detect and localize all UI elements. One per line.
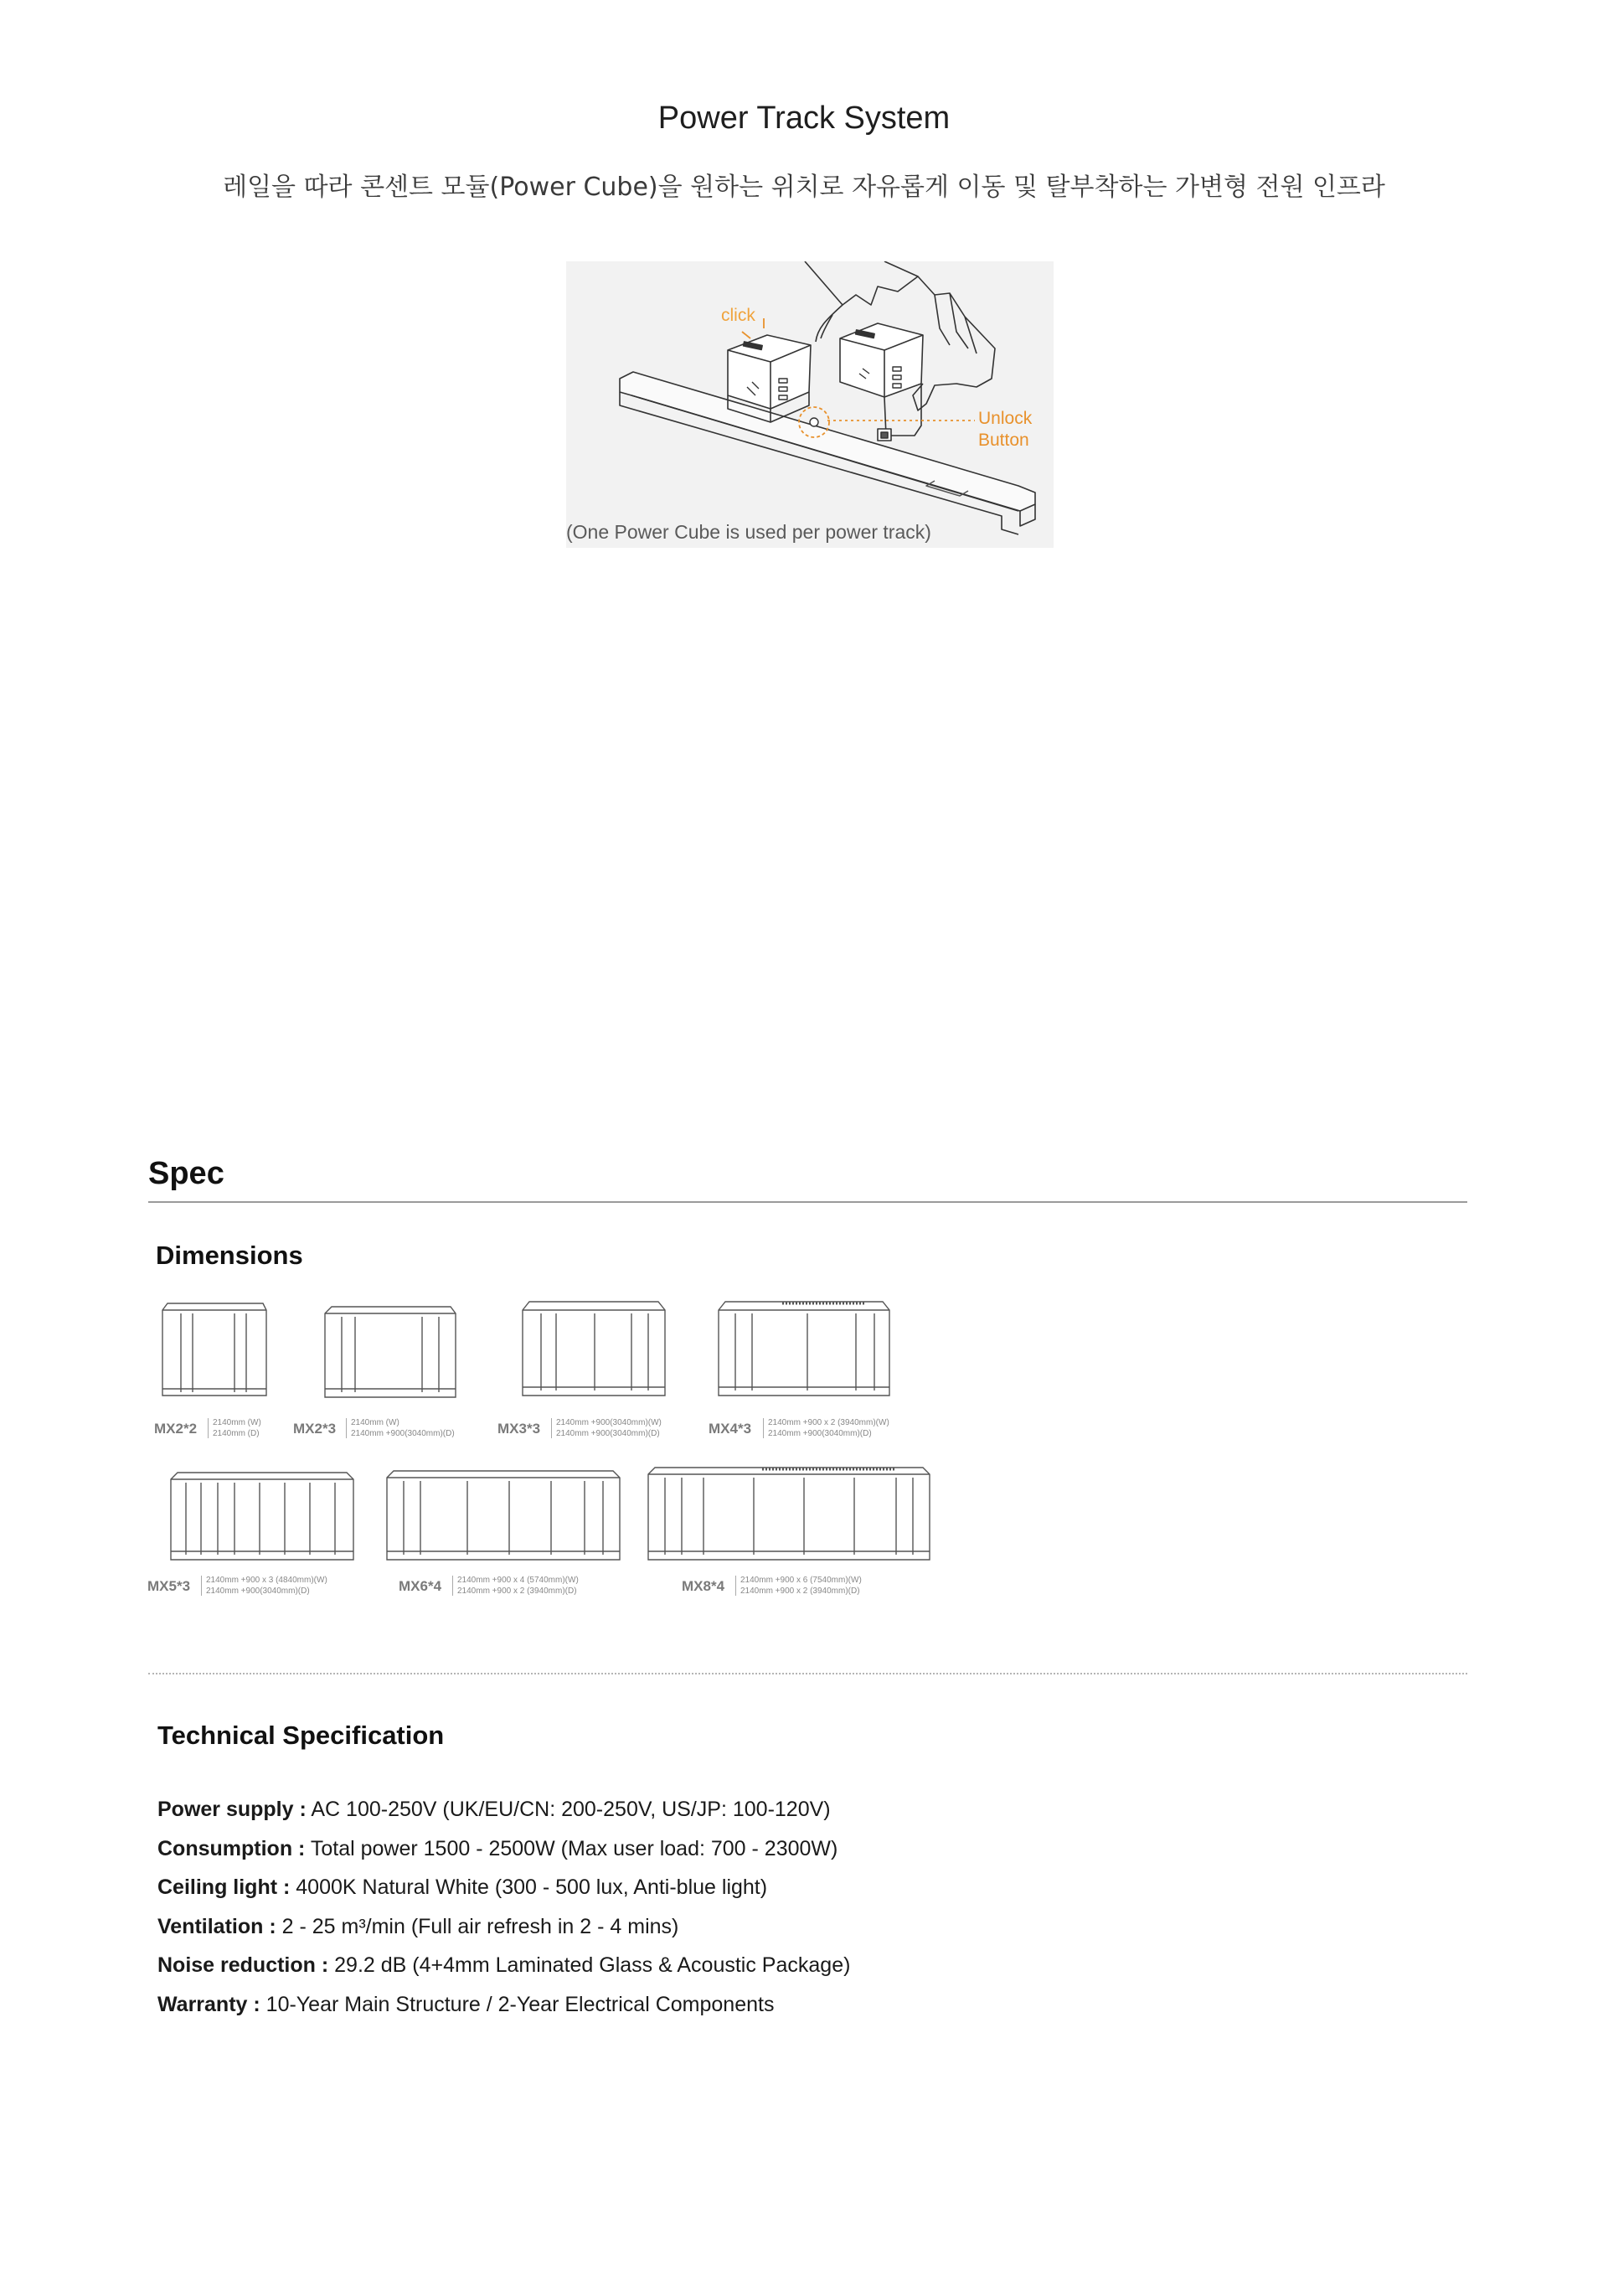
model-width: 2140mm +900 x 4 (5740mm)(W) [457, 1576, 579, 1585]
model-separator [551, 1418, 552, 1438]
model-width: 2140mm (W) [351, 1418, 399, 1427]
spec-value: AC 100-250V (UK/EU/CN: 200-250V, US/JP: 100-120V) [306, 1798, 831, 1821]
pod-drawing-mx8-4 [645, 1466, 933, 1565]
model-detail [213, 1417, 261, 1439]
section-divider [148, 1673, 1467, 1674]
model-name: MX8*4 [682, 1578, 725, 1594]
model-separator [346, 1418, 347, 1438]
technical-specification-list [157, 1798, 850, 2031]
dimensions-heading: Dimensions [156, 1241, 303, 1270]
page-subtitle: 레일을 따라 콘센트 모듈(Power Cube)을 원하는 위치로 자유롭게 이동 및 탈부착하는 가변형 전원 인프라 [223, 173, 1385, 202]
spec-value: 29.2 dB (4+4mm Laminated Glass & Acoustic Package) [328, 1953, 851, 1977]
model-depth: 2140mm +900(3040mm)(D) [768, 1429, 872, 1438]
model-name: MX4*3 [709, 1421, 752, 1437]
model-depth: 2140mm +900 x 2 (3940mm)(D) [740, 1587, 860, 1596]
power-track-illustration [566, 261, 1054, 548]
spec-key: Power supply : [157, 1798, 307, 1821]
spec-heading: Spec [148, 1156, 224, 1191]
unlock-button-label [978, 408, 1032, 451]
model-detail [457, 1575, 579, 1597]
model-detail [768, 1417, 889, 1439]
spec-item-consumption [157, 1837, 850, 1876]
model-width: 2140mm +900 x 3 (4840mm)(W) [206, 1576, 327, 1585]
spec-item-warranty [157, 1993, 850, 2032]
model-detail [740, 1575, 862, 1597]
spec-value: 4000K Natural White (300 - 500 lux, Anti-blue light) [290, 1875, 768, 1899]
model-name: MX2*2 [154, 1421, 198, 1437]
model-width: 2140mm +900(3040mm)(W) [556, 1418, 662, 1427]
model-depth: 2140mm +900(3040mm)(D) [556, 1429, 660, 1438]
model-name: MX2*3 [293, 1421, 337, 1437]
model-separator [452, 1576, 453, 1596]
model-depth: 2140mm +900(3040mm)(D) [206, 1587, 310, 1596]
spec-key: Noise reduction : [157, 1953, 329, 1977]
spec-divider [148, 1201, 1467, 1203]
model-separator [735, 1576, 736, 1596]
unlock-label-line1: Unlock [978, 409, 1033, 428]
click-label: click [721, 306, 755, 325]
pod-drawing-mx5-3 [168, 1471, 357, 1565]
pod-drawing-mx2-2 [159, 1302, 270, 1402]
spec-value: Total power 1500 - 2500W (Max user load: 700 - 2300W) [305, 1836, 838, 1860]
model-detail [206, 1575, 327, 1597]
pod-drawing-mx6-4 [384, 1469, 623, 1565]
model-width: 2140mm (W) [213, 1418, 261, 1427]
model-separator [763, 1418, 764, 1438]
spec-item-ventilation [157, 1915, 850, 1954]
pod-drawing-mx2-3 [322, 1305, 459, 1402]
model-name: MX6*4 [399, 1578, 442, 1594]
model-name: MX5*3 [147, 1578, 191, 1594]
pod-drawing-mx4-3 [715, 1300, 893, 1402]
model-separator [208, 1418, 209, 1438]
illustration-caption: (One Power Cube is used per power track) [566, 521, 931, 543]
dimensions-row-1 [142, 1298, 946, 1441]
spec-key: Consumption : [157, 1836, 306, 1860]
model-width: 2140mm +900 x 2 (3940mm)(W) [768, 1418, 889, 1427]
model-detail [351, 1417, 455, 1439]
model-depth: 2140mm +900 x 2 (3940mm)(D) [457, 1587, 577, 1596]
page-title: Power Track System [657, 101, 951, 136]
spec-item-noise-reduction [157, 1953, 850, 1993]
spec-item-power-supply [157, 1798, 850, 1837]
technical-specification-heading: Technical Specification [157, 1721, 445, 1750]
dimensions-row-2 [142, 1466, 946, 1608]
model-depth: 2140mm +900(3040mm)(D) [351, 1429, 455, 1438]
spec-key: Warranty : [157, 1992, 260, 2016]
power-track-drawing [566, 261, 1054, 548]
spec-item-ceiling-light [157, 1875, 850, 1915]
model-depth: 2140mm (D) [213, 1429, 260, 1438]
spec-key: Ceiling light : [157, 1875, 291, 1899]
pod-drawing-mx3-3 [519, 1300, 668, 1402]
unlock-label-line2: Button [978, 431, 1029, 450]
model-width: 2140mm +900 x 6 (7540mm)(W) [740, 1576, 862, 1585]
spec-key: Ventilation : [157, 1914, 276, 1938]
spec-value: 10-Year Main Structure / 2-Year Electrical Components [260, 1992, 775, 2016]
model-separator [201, 1576, 202, 1596]
spec-value: 2 - 25 m³/min (Full air refresh in 2 - 4 mins) [276, 1914, 679, 1938]
model-name: MX3*3 [497, 1421, 541, 1437]
model-detail [556, 1417, 662, 1439]
